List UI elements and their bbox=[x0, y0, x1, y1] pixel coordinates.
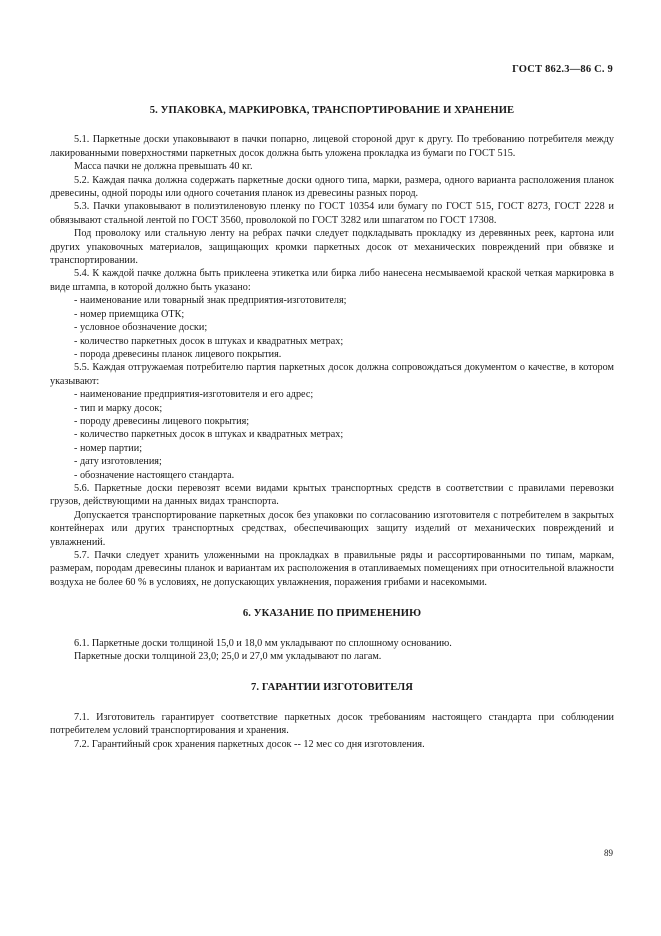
list-item-5-5-c: - породу древесины лицевого покрытия; bbox=[74, 415, 250, 427]
list-item-5-4-e: - порода древесины планок лицевого покрытия. bbox=[74, 348, 282, 360]
paragraph-5-1: 5.1. Паркетные доски упаковывают в пачки попарно, лицевой стороной друг к другу. По требованию потребителя между лакированными поверхностями паркетных досок должна быть уложена прокладка из бумаги по ГОСТ 515. bbox=[50, 134, 614, 159]
paragraph-5-6: 5.6. Паркетные доски перевозят всеми видами крытых транспортных средств в соответствии с правилами перевозки грузов, действующими на данных видах транспорта. bbox=[50, 482, 614, 508]
paragraph-5-2: 5.2. Каждая пачка должна содержать паркетные доски одного типа, марки, размера, одного варианта расположения планок древесины, одной породы или одного сочетания планок из древесины разных пород. bbox=[50, 174, 614, 200]
paragraph-5-5: 5.5. Каждая отгружаемая потребителю партия паркетных досок должна сопровождаться документом о качестве, в котором указывают: bbox=[50, 362, 614, 387]
list-item-5-4-b: - номер приемщика ОТК; bbox=[74, 308, 185, 320]
list-item-5-5-a: - наименование предприятия-изготовителя и его адрес; bbox=[74, 389, 314, 401]
list-item-5-5-e: - номер партии; bbox=[74, 442, 143, 454]
list-item-5-4-c: - условное обозначение доски; bbox=[74, 322, 208, 334]
paragraph-5-4: 5.4. К каждой пачке должна быть приклеена этикетка или бирка либо нанесена несмываемой краской четкая маркировка в виде штампа, в которой должно быть указано: bbox=[50, 268, 614, 293]
section-7-title: 7. ГАРАНТИИ ИЗГОТОВИТЕЛЯ bbox=[251, 682, 413, 694]
paragraph-6-1: 6.1. Паркетные доски толщиной 15,0 и 18,0 мм укладывают по сплошному основанию. bbox=[74, 637, 452, 649]
paragraph-5-3: 5.3. Пачки упаковывают в полиэтиленовую пленку по ГОСТ 10354 или бумагу по ГОСТ 515, ГОСТ 8273, ГОСТ 2228 и обвязывают стальной лентой по ГОСТ 3560, проволокой по ГОСТ 3282 или шпагатом по ГОСТ 17308. bbox=[50, 201, 614, 226]
list-item-5-5-d: - количество паркетных досок в штуках и квадратных метрах; bbox=[74, 429, 344, 441]
paragraph-5-1-mass: Масса пачки не должна превышать 40 кг. bbox=[74, 161, 253, 173]
document-body bbox=[50, 104, 614, 751]
list-item-5-5-f: - дату изготовления; bbox=[74, 456, 162, 468]
paragraph-7-1: 7.1. Изготовитель гарантирует соответствие паркетных досок требованиям настоящего стандарта при соблюдении потребителем условий транспортирования и хранения. bbox=[50, 711, 614, 737]
section-5-title: 5. УПАКОВКА, МАРКИРОВКА, ТРАНСПОРТИРОВАНИЕ И ХРАНЕНИЕ bbox=[149, 105, 515, 116]
paragraph-5-7: 5.7. Пачки следует хранить уложенными на прокладках в правильные ряды и рассортированными по типам, маркам, размерам, породам древесины планок и вариантам их расположения в отапливаемых помещениях при относительной влажности воздуха не более 60 % в условиях, не допускающих увлажнения, поражения грибами и насекомыми. bbox=[50, 550, 614, 588]
paragraph-7-2: 7.2. Гарантийный срок хранения паркетных досок -- 12 мес со дня изготовления. bbox=[74, 738, 425, 750]
list-item-5-4-a: - наименование или товарный знак предприятия-изготовителя; bbox=[74, 295, 347, 307]
paragraph-5-6-note: Допускается транспортирование паркетных досок без упаковки по согласованию изготовителя с потребителем в закрытых контейнерах или других транспортных средствах, обеспечивающих защиту изделий от механических повреждений и увлажнений. bbox=[50, 509, 614, 548]
paragraph-5-3-note: Под проволоку или стальную ленту на ребрах пачки следует подкладывать прокладку из деревянных реек, картона или других упаковочных материалов, защищающих кромки паркетных досок от механических повреждений при обвязке и транспортировании. bbox=[50, 228, 614, 267]
running-header: ГОСТ 862.3—86 С. 9 bbox=[512, 64, 613, 75]
list-item-5-4-d: - количество паркетных досок в штуках и квадратных метрах; bbox=[74, 335, 344, 347]
paragraph-6-1-note: Паркетные доски толщиной 23,0; 25,0 и 27,0 мм укладывают по лагам. bbox=[74, 651, 382, 663]
section-6-title: 6. УКАЗАНИЕ ПО ПРИМЕНЕНИЮ bbox=[242, 608, 422, 620]
list-item-5-5-g: - обозначение настоящего стандарта. bbox=[74, 469, 235, 481]
list-item-5-5-b: - тип и марку досок; bbox=[74, 402, 163, 414]
page-number: 89 bbox=[604, 848, 613, 858]
